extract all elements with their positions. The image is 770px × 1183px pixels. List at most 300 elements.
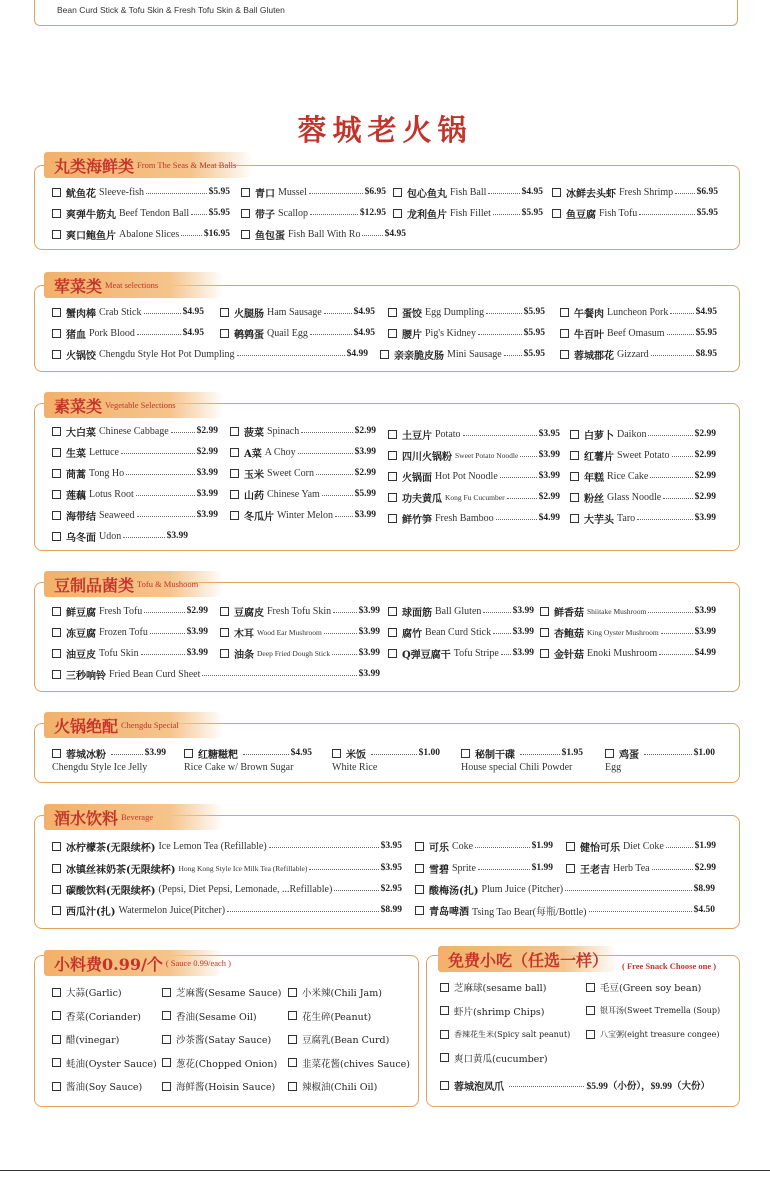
menu-item[interactable] — [415, 901, 715, 919]
checkbox[interactable] — [52, 448, 61, 457]
checkbox[interactable] — [230, 469, 239, 478]
checkbox[interactable] — [52, 670, 61, 679]
checkbox[interactable] — [388, 329, 397, 338]
checkbox[interactable] — [380, 350, 389, 359]
item-cn-name: 冰鲜去头虾 — [566, 188, 616, 200]
checkbox[interactable] — [570, 472, 579, 481]
item-price: $2.99 — [196, 447, 218, 457]
menu-item[interactable] — [52, 527, 188, 545]
item-label: 香菜(Coriander) — [66, 1011, 142, 1023]
checkbox[interactable] — [52, 350, 61, 359]
item-price: $2.99 — [354, 468, 376, 478]
menu-item[interactable] — [415, 880, 715, 898]
item-label: 葱花(Chopped Onion) — [176, 1058, 278, 1070]
menu-item[interactable] — [52, 183, 230, 201]
menu-item[interactable] — [388, 488, 560, 506]
menu-item[interactable] — [605, 744, 715, 762]
checkbox[interactable] — [388, 628, 397, 637]
banner-tofu: 豆制品菌类 Tofu & Mushoom — [44, 571, 224, 597]
item-label: 豆腐乳(Bean Curd) — [302, 1035, 390, 1046]
checkbox[interactable] — [230, 511, 239, 520]
checkbox[interactable] — [461, 749, 470, 758]
menu-item[interactable] — [552, 204, 718, 222]
checkbox[interactable] — [52, 1035, 61, 1044]
menu-item[interactable] — [415, 837, 553, 855]
leader-dots — [504, 355, 522, 356]
item-en-name: Quail Egg — [267, 327, 308, 339]
menu-item[interactable] — [230, 485, 376, 503]
checkbox[interactable] — [52, 427, 61, 436]
item-en-name: Tofu Stripe — [453, 647, 499, 659]
menu-item[interactable] — [560, 303, 717, 321]
item-price: $4.95 — [182, 328, 204, 338]
menu-item[interactable] — [241, 225, 406, 243]
menu-item[interactable] — [184, 744, 312, 762]
item-price: $2.99 — [694, 429, 716, 439]
checkbox[interactable] — [415, 842, 424, 851]
menu-item[interactable] — [230, 443, 376, 461]
item-en-name: Kong Fu Cucumber — [445, 492, 505, 502]
item-label: 爽口黄瓜(cucumber) — [454, 1053, 548, 1065]
item-label: 酱油(Soy Sauce) — [66, 1082, 143, 1093]
leader-dots — [644, 754, 692, 755]
menu-item[interactable] — [52, 665, 380, 683]
menu-item[interactable] — [52, 1077, 142, 1095]
item-label: 虾片(shrimp Chips) — [454, 1006, 545, 1018]
item-price: $3.99 — [358, 627, 380, 637]
checkbox[interactable] — [162, 1011, 171, 1020]
menu-item[interactable] — [52, 983, 122, 1001]
item-en-name: Beef Tendon Ball — [119, 207, 190, 219]
item-price: $3.99 — [354, 447, 376, 457]
menu-item[interactable] — [388, 446, 560, 464]
checkbox[interactable] — [220, 607, 229, 616]
item-cn-name: 海带结 — [66, 511, 96, 523]
item-cn-name: 酸梅汤(扎) — [429, 885, 479, 897]
checkbox[interactable] — [52, 230, 61, 239]
leader-dots — [202, 675, 356, 676]
menu-item[interactable] — [52, 837, 402, 855]
item-cn-name: 红糖糍粑 — [198, 749, 238, 761]
checkbox[interactable] — [388, 514, 397, 523]
item-cn-name: 爽口鲍鱼片 — [66, 230, 116, 242]
menu-item[interactable] — [288, 1054, 410, 1072]
menu-item[interactable] — [388, 303, 545, 321]
checkbox[interactable] — [288, 1082, 297, 1091]
item-label: 香辣花生米(Spicy salt peanut) — [454, 1029, 571, 1039]
menu-item[interactable] — [440, 1025, 570, 1043]
banner-beverage: 酒水饮料 Beverage — [44, 804, 224, 830]
item-price: $5.99（小份），$9.99（大份） — [586, 1082, 710, 1092]
leader-dots — [486, 313, 521, 314]
leader-dots — [146, 193, 207, 194]
item-cn-name: 腰片 — [402, 329, 422, 341]
checkbox[interactable] — [388, 607, 397, 616]
snack-note: ( Free Snack Choose one ) — [622, 961, 717, 971]
checkbox[interactable] — [52, 988, 61, 997]
menu-item[interactable] — [52, 443, 218, 461]
checkbox[interactable] — [415, 864, 424, 873]
menu-item[interactable] — [332, 744, 440, 762]
checkbox[interactable] — [440, 1006, 449, 1015]
item-en-name: Crab Stick — [99, 306, 142, 318]
menu-item[interactable] — [586, 978, 701, 996]
menu-item[interactable] — [415, 859, 553, 877]
checkbox[interactable] — [52, 842, 61, 851]
checkbox[interactable] — [393, 188, 402, 197]
item-cn-name: 四川火锅粉 — [402, 451, 452, 463]
item-cn-name: 火腿肠 — [234, 308, 264, 320]
leader-dots — [333, 612, 357, 613]
item-en-name: Udon — [99, 530, 122, 542]
leader-dots — [150, 633, 185, 634]
item-cn-name: 青岛啤酒 — [429, 906, 469, 918]
checkbox[interactable] — [415, 906, 424, 915]
checkbox[interactable] — [162, 988, 171, 997]
special-en-name: House special Chili Powder — [461, 762, 573, 773]
menu-item[interactable] — [388, 467, 560, 485]
menu-item[interactable] — [162, 1054, 277, 1072]
leader-dots — [672, 456, 693, 457]
menu-item[interactable] — [52, 1030, 119, 1048]
checkbox[interactable] — [52, 1058, 61, 1067]
checkbox[interactable] — [52, 308, 61, 317]
checkbox[interactable] — [52, 628, 61, 637]
item-cn-name: 鱼豆腐 — [566, 209, 596, 221]
checkbox[interactable] — [388, 308, 397, 317]
menu-item[interactable] — [52, 204, 230, 222]
checkbox[interactable] — [332, 749, 341, 758]
leader-dots — [509, 1086, 584, 1087]
item-cn-name: 火锅面 — [402, 472, 432, 484]
menu-item[interactable] — [570, 488, 716, 506]
menu-item[interactable] — [220, 324, 375, 342]
item-en-name: Hong Kong Style Ice Milk Tea (Refillable) — [178, 863, 308, 873]
menu-item[interactable] — [586, 1025, 720, 1043]
leader-dots — [659, 654, 692, 655]
menu-item[interactable] — [570, 446, 716, 464]
leader-dots — [648, 612, 692, 613]
checkbox[interactable] — [560, 350, 569, 359]
menu-item[interactable] — [388, 602, 534, 620]
menu-item[interactable] — [241, 204, 386, 222]
checkbox[interactable] — [288, 1011, 297, 1020]
checkbox[interactable] — [388, 451, 397, 460]
checkbox[interactable] — [52, 209, 61, 218]
menu-item[interactable] — [560, 324, 717, 342]
checkbox[interactable] — [570, 514, 579, 523]
item-en-name: Lotus Root — [89, 488, 134, 500]
item-price: $3.95 — [380, 863, 402, 873]
item-cn-name: 白萝卜 — [584, 430, 614, 442]
item-en-name: Frozen Tofu — [99, 626, 148, 638]
menu-item[interactable] — [52, 880, 402, 898]
menu-item[interactable] — [220, 623, 380, 641]
item-en-name: Scallop — [278, 207, 308, 219]
banner-meat: 荤菜类 Meat selections — [44, 272, 224, 298]
item-label: 芝麻球(sesame ball) — [454, 983, 547, 994]
menu-item[interactable] — [52, 1007, 141, 1025]
checkbox[interactable] — [52, 906, 61, 915]
checkbox[interactable] — [52, 885, 61, 894]
checkbox[interactable] — [586, 1006, 595, 1015]
checkbox[interactable] — [220, 329, 229, 338]
leader-dots — [648, 435, 692, 436]
menu-item[interactable] — [540, 623, 716, 641]
leader-dots — [478, 869, 530, 870]
menu-item[interactable] — [52, 1054, 157, 1072]
menu-item[interactable] — [388, 644, 534, 662]
menu-item[interactable] — [288, 1007, 371, 1025]
previous-section-text: Bean Curd Stick & Tofu Skin & Fresh Tofu Skin & Ball Gluten — [57, 5, 285, 15]
checkbox[interactable] — [162, 1058, 171, 1067]
checkbox[interactable] — [52, 469, 61, 478]
leader-dots — [269, 847, 379, 848]
checkbox[interactable] — [288, 988, 297, 997]
item-price: $3.99 — [354, 510, 376, 520]
checkbox[interactable] — [540, 607, 549, 616]
checkbox[interactable] — [415, 885, 424, 894]
menu-item[interactable] — [52, 324, 204, 342]
leader-dots — [520, 456, 536, 457]
item-cn-name: 蛋饺 — [402, 308, 422, 320]
menu-item[interactable] — [52, 602, 208, 620]
checkbox[interactable] — [52, 188, 61, 197]
item-en-name: Fresh Shrimp — [619, 186, 674, 198]
menu-item[interactable] — [288, 983, 382, 1001]
checkbox[interactable] — [388, 472, 397, 481]
leader-dots — [181, 235, 202, 236]
item-label: 毛豆(Green soy bean) — [600, 983, 702, 994]
checkbox[interactable] — [220, 308, 229, 317]
menu-item[interactable] — [566, 837, 716, 855]
menu-item[interactable] — [288, 1077, 377, 1095]
leader-dots — [483, 612, 510, 613]
item-cn-name: 粉丝 — [584, 493, 604, 505]
checkbox[interactable] — [540, 649, 549, 658]
item-en-name: A Choy — [264, 446, 296, 458]
leader-dots — [652, 869, 693, 870]
checkbox[interactable] — [230, 427, 239, 436]
menu-item[interactable] — [162, 1030, 271, 1048]
checkbox[interactable] — [52, 864, 61, 873]
item-price: $1.99 — [531, 841, 553, 851]
menu-item[interactable] — [52, 422, 218, 440]
checkbox[interactable] — [393, 209, 402, 218]
checkbox[interactable] — [552, 209, 561, 218]
checkbox[interactable] — [220, 628, 229, 637]
checkbox[interactable] — [440, 1030, 449, 1039]
checkbox[interactable] — [388, 649, 397, 658]
checkbox[interactable] — [230, 490, 239, 499]
checkbox[interactable] — [540, 628, 549, 637]
menu-item[interactable] — [52, 225, 230, 243]
leader-dots — [298, 453, 353, 454]
menu-item[interactable] — [461, 744, 583, 762]
checkbox[interactable] — [570, 451, 579, 460]
leader-dots — [324, 633, 357, 634]
item-cn-name: 雪碧 — [429, 864, 449, 876]
item-price: $3.99 — [358, 606, 380, 616]
menu-item[interactable] — [162, 983, 281, 1001]
menu-item[interactable] — [393, 183, 543, 201]
item-en-name: Luncheon Pork — [607, 306, 669, 318]
checkbox[interactable] — [288, 1058, 297, 1067]
menu-item[interactable] — [52, 901, 402, 919]
menu-item[interactable] — [220, 303, 375, 321]
menu-item[interactable] — [388, 623, 534, 641]
item-cn-name: 西瓜汁(扎) — [66, 906, 116, 918]
menu-item[interactable] — [540, 644, 716, 662]
menu-item[interactable] — [440, 978, 546, 996]
checkbox[interactable] — [570, 493, 579, 502]
menu-item[interactable] — [570, 467, 716, 485]
item-en-name: Shiitake Mushroom — [587, 606, 647, 616]
item-price: $2.95 — [380, 884, 402, 894]
menu-item[interactable] — [388, 509, 560, 527]
item-price: $1.95 — [561, 748, 583, 758]
checkbox[interactable] — [230, 448, 239, 457]
menu-item[interactable] — [52, 859, 402, 877]
item-price: $3.99 — [196, 510, 218, 520]
item-cn-name: 蓉城泡凤爪 — [454, 1081, 504, 1093]
item-cn-name: 包心鱼丸 — [407, 188, 447, 200]
menu-item[interactable] — [52, 345, 368, 363]
menu-item[interactable] — [230, 506, 376, 524]
menu-item[interactable] — [220, 644, 380, 662]
checkbox[interactable] — [566, 842, 575, 851]
menu-item[interactable] — [162, 1007, 257, 1025]
menu-item[interactable] — [440, 1049, 548, 1067]
menu-item[interactable] — [52, 644, 208, 662]
menu-item[interactable] — [52, 744, 166, 762]
menu-item[interactable] — [540, 602, 716, 620]
menu-item[interactable] — [552, 183, 718, 201]
leader-dots — [191, 214, 206, 215]
item-price: $4.95 — [353, 307, 375, 317]
item-en-name: Plum Juice (Pitcher) — [481, 883, 564, 895]
item-cn-name: 冰柠檬茶(无限续杯) — [66, 842, 156, 854]
leader-dots — [123, 537, 164, 538]
menu-item[interactable] — [52, 506, 218, 524]
menu-title: 蓉城老火锅 — [297, 113, 473, 147]
menu-item[interactable] — [570, 509, 716, 527]
item-cn-name: 蓉城冰粉 — [66, 749, 106, 761]
checkbox[interactable] — [566, 864, 575, 873]
checkbox[interactable] — [52, 1082, 61, 1091]
menu-item[interactable] — [52, 485, 218, 503]
item-cn-name: 豆腐皮 — [234, 607, 264, 619]
menu-item[interactable] — [230, 422, 376, 440]
banner-snack: 免费小吃（任选一样） — [438, 946, 618, 972]
menu-item[interactable] — [393, 204, 543, 222]
checkbox[interactable] — [52, 749, 61, 758]
menu-item[interactable] — [388, 324, 545, 342]
menu-item[interactable] — [162, 1077, 275, 1095]
item-en-name: Diet Coke — [623, 840, 664, 852]
checkbox[interactable] — [388, 493, 397, 502]
menu-item[interactable] — [388, 425, 560, 443]
item-label: 沙茶酱(Satay Sauce) — [176, 1035, 272, 1046]
menu-item[interactable] — [230, 464, 376, 482]
item-cn-name: 大白菜 — [66, 427, 96, 439]
item-price: $3.99 — [694, 606, 716, 616]
checkbox[interactable] — [184, 749, 193, 758]
menu-item[interactable] — [566, 859, 716, 877]
checkbox[interactable] — [552, 188, 561, 197]
item-price: $4.99 — [346, 349, 368, 359]
checkbox[interactable] — [52, 329, 61, 338]
menu-item[interactable] — [440, 1002, 544, 1020]
checkbox[interactable] — [52, 511, 61, 520]
menu-item[interactable] — [220, 602, 380, 620]
checkbox[interactable] — [586, 1030, 595, 1039]
leader-dots — [651, 355, 694, 356]
checkbox[interactable] — [52, 607, 61, 616]
checkbox[interactable] — [440, 1081, 449, 1090]
menu-item[interactable] — [288, 1030, 389, 1048]
menu-item[interactable] — [440, 1076, 710, 1094]
checkbox[interactable] — [52, 490, 61, 499]
menu-item[interactable] — [586, 1002, 720, 1020]
menu-item[interactable] — [560, 345, 717, 363]
checkbox[interactable] — [162, 1035, 171, 1044]
item-en-name: Rice Cake — [607, 470, 649, 482]
checkbox[interactable] — [560, 329, 569, 338]
checkbox[interactable] — [570, 430, 579, 439]
item-en-name: Fried Bean Curd Sheet — [109, 668, 201, 680]
checkbox[interactable] — [388, 430, 397, 439]
leader-dots — [650, 477, 692, 478]
checkbox[interactable] — [241, 188, 250, 197]
item-cn-name: 青口 — [255, 188, 275, 200]
checkbox[interactable] — [440, 983, 449, 992]
checkbox[interactable] — [162, 1082, 171, 1091]
item-price: $3.99 — [166, 531, 188, 541]
menu-item[interactable] — [570, 425, 716, 443]
menu-item[interactable] — [241, 183, 386, 201]
checkbox[interactable] — [605, 749, 614, 758]
checkbox[interactable] — [241, 230, 250, 239]
checkbox[interactable] — [440, 1053, 449, 1062]
item-price: $2.99 — [538, 492, 560, 502]
menu-item[interactable] — [52, 464, 218, 482]
item-en-name: Ham Sausage — [267, 306, 322, 318]
item-price: $16.95 — [203, 229, 230, 239]
menu-item[interactable] — [380, 345, 545, 363]
checkbox[interactable] — [560, 308, 569, 317]
checkbox[interactable] — [586, 983, 595, 992]
checkbox[interactable] — [241, 209, 250, 218]
item-price: $3.99 — [694, 513, 716, 523]
item-price: $3.99 — [358, 648, 380, 658]
item-label: 辣椒油(Chili Oil) — [302, 1082, 378, 1093]
item-cn-name: 冻豆腐 — [66, 628, 96, 640]
item-price: $5.95 — [208, 208, 230, 218]
menu-item[interactable] — [52, 623, 208, 641]
item-en-name: Tong Ho — [89, 467, 125, 479]
checkbox[interactable] — [52, 649, 61, 658]
banner-special: 火锅绝配 Chengdu Special — [44, 712, 224, 738]
menu-item[interactable] — [52, 303, 204, 321]
checkbox[interactable] — [220, 649, 229, 658]
leader-dots — [310, 214, 358, 215]
checkbox[interactable] — [52, 1011, 61, 1020]
checkbox[interactable] — [52, 532, 61, 541]
item-en-name: Fish Fillet — [450, 207, 491, 219]
checkbox[interactable] — [288, 1035, 297, 1044]
leader-dots — [316, 474, 353, 475]
